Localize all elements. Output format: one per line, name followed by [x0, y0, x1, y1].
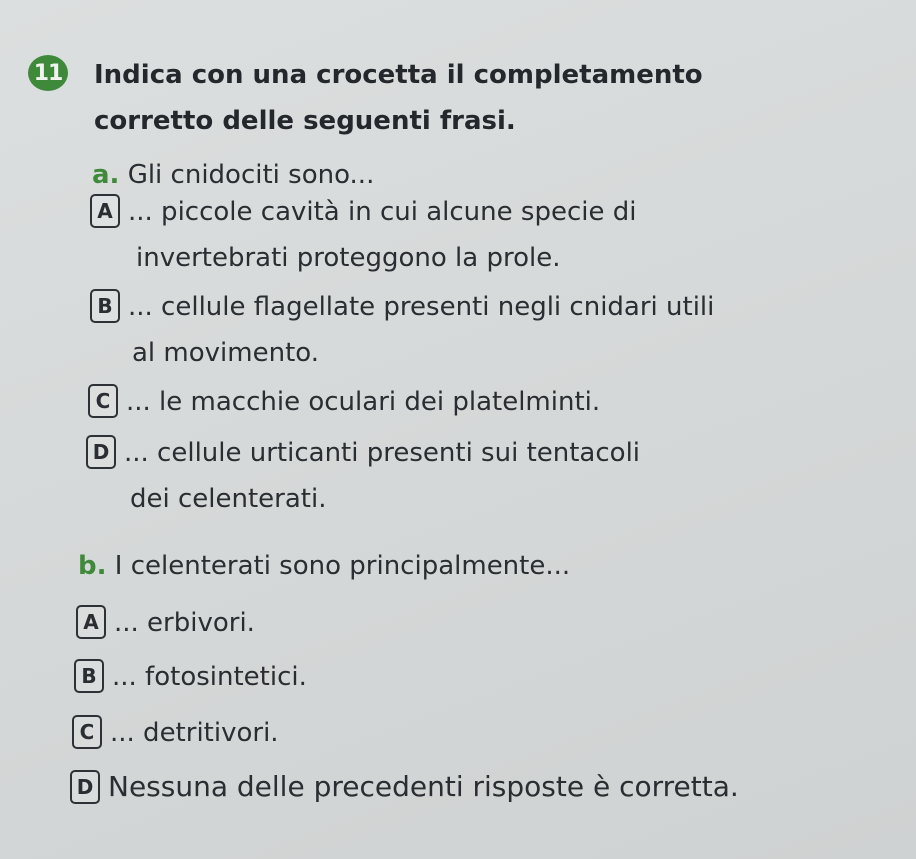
option-text-continued: dei celenterati.	[130, 484, 327, 514]
question-b-option-a	[76, 600, 255, 646]
question-b-heading	[78, 551, 570, 581]
checkbox-b-c[interactable]: C	[72, 715, 102, 749]
option-text: ... fotosintetici.	[112, 662, 307, 692]
option-text: ... detritivori.	[110, 718, 279, 748]
question-a-text: Gli cnidociti sono...	[127, 160, 375, 190]
question-b-text: I celenterati sono principalmente...	[114, 551, 571, 581]
question-b-option-c	[72, 710, 279, 756]
option-text: ... le macchie oculari dei platelminti.	[126, 387, 601, 417]
instruction-line-2: corretto delle seguenti frasi.	[94, 106, 516, 136]
question-a-heading	[92, 160, 374, 190]
checkbox-a-c[interactable]: C	[88, 384, 118, 418]
option-text: ... cellule urticanti presenti sui tentacoli	[124, 438, 641, 468]
question-a-option-d	[86, 430, 640, 522]
option-text-continued: invertebrati proteggono la prole.	[136, 243, 561, 273]
checkbox-b-d[interactable]: D	[70, 770, 100, 804]
checkbox-a-a[interactable]: A	[90, 194, 120, 228]
exercise-instruction	[94, 52, 814, 144]
option-text-continued: al movimento.	[132, 338, 319, 368]
exercise-number-badge: 11	[28, 55, 68, 91]
checkbox-b-a[interactable]: A	[76, 605, 106, 639]
checkbox-a-d[interactable]: D	[86, 435, 116, 469]
question-a-option-a	[90, 189, 636, 281]
question-a-option-c	[88, 379, 600, 425]
checkbox-a-b[interactable]: B	[90, 289, 120, 323]
option-text: ... cellule flagellate presenti negli cnidari utili	[128, 292, 715, 322]
question-b-option-b	[74, 654, 307, 700]
option-text: ... erbivori.	[114, 608, 255, 638]
question-b-option-d	[70, 764, 739, 810]
checkbox-b-b[interactable]: B	[74, 659, 104, 693]
question-b-letter: b.	[78, 551, 107, 581]
option-text: Nessuna delle precedenti risposte è corretta.	[108, 770, 739, 803]
question-a-letter: a.	[92, 160, 120, 190]
option-text: ... piccole cavità in cui alcune specie di	[128, 197, 637, 227]
question-a-option-b	[90, 284, 714, 376]
instruction-line-1: Indica con una crocetta il completamento	[94, 60, 703, 90]
